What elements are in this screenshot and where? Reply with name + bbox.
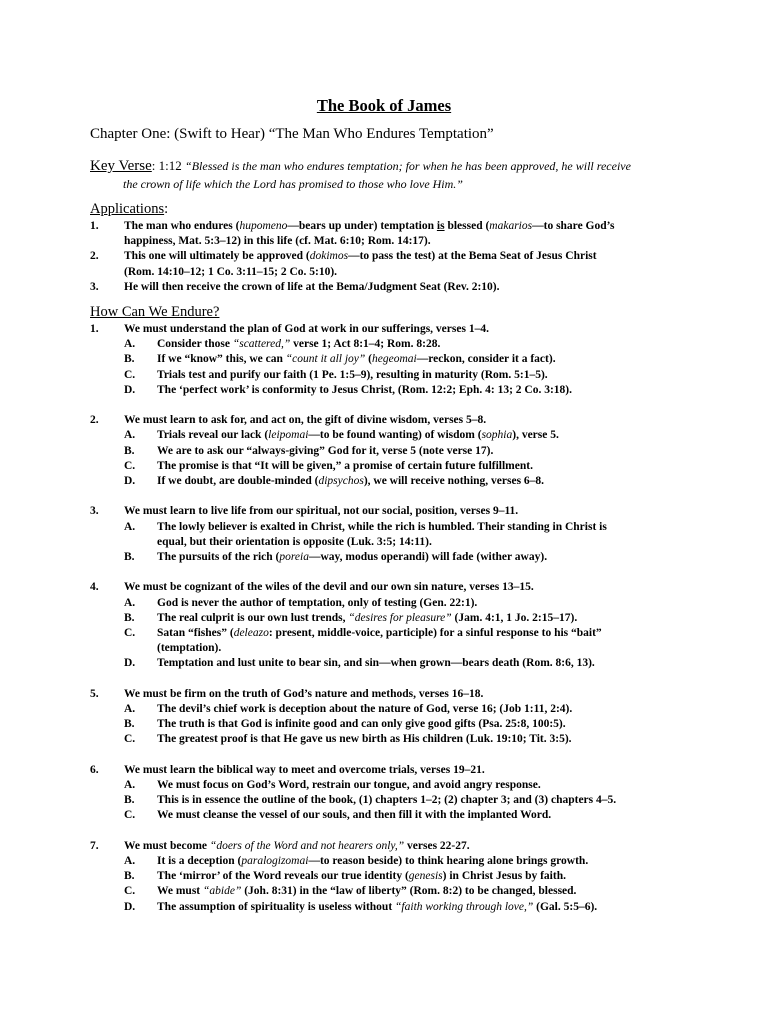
line-text: We must focus on God’s Word, restrain our tongue, and avoid angry response. — [157, 779, 541, 792]
sub-point — [90, 732, 690, 747]
line-text: We must be cognizant of the wiles of the devil and our own sin nature, verses 13–15. — [124, 581, 534, 594]
chapter-heading: Chapter One: (Swift to Hear) “The Man Who Endures Temptation” — [90, 126, 494, 142]
line-text: This one will ultimately be approved (dokimos—to pass the test) at the Bema Seat of Jesus Christ — [124, 250, 597, 263]
point-number: 5. — [90, 687, 99, 700]
sub-point — [90, 444, 690, 459]
sub-point-letter: B. — [124, 794, 135, 807]
line-text: (temptation). — [157, 642, 222, 655]
sub-point — [90, 474, 690, 489]
sub-point — [90, 717, 690, 732]
endure-point — [90, 504, 690, 565]
line-text: Satan “fishes” (deleazo: present, middle-voice, participle) for a sinful response to his “bait” — [157, 627, 602, 640]
sub-point — [90, 520, 690, 550]
sub-point — [90, 808, 690, 823]
line-text: He will then receive the crown of life at the Bema/Judgment Seat (Rev. 2:10). — [124, 280, 500, 293]
key-verse-text-line1: “Blessed is the man who endures temptation; for when he has been approved, he will receive — [185, 159, 631, 173]
endure-point — [90, 580, 690, 671]
sub-point-letter: A. — [124, 429, 136, 442]
sub-point-letter: B. — [124, 444, 135, 457]
application-item — [90, 280, 690, 295]
sub-point — [90, 793, 690, 808]
sub-point-letter: C. — [124, 459, 136, 472]
endure-point — [90, 839, 690, 915]
sub-point-letter: D. — [124, 475, 136, 488]
line-text: (Rom. 14:10–12; 1 Co. 3:11–15; 2 Co. 5:10). — [124, 265, 338, 278]
line-text: Trials test and purify our faith (1 Pe. 1:5–9), resulting in maturity (Rom. 5:1–5). — [157, 368, 548, 381]
line-text: We must “abide” (Joh. 8:31) in the “law of liberty” (Rom. 8:2) to be changed, blessed. — [157, 885, 577, 898]
key-verse-ref: : 1:12 — [151, 158, 186, 173]
endure-point — [90, 322, 690, 398]
sub-point-letter: C. — [124, 733, 136, 746]
sub-point — [90, 702, 690, 717]
sub-point — [90, 383, 690, 398]
sub-point-letter: C. — [124, 627, 136, 640]
sub-point-letter: B. — [124, 870, 135, 883]
endure-point — [90, 687, 690, 748]
sub-point-letter: C. — [124, 368, 136, 381]
sub-point — [90, 900, 690, 915]
key-verse-label: Key Verse — [90, 158, 152, 174]
line-text: Trials reveal our lack (leipomai—to be found wanting) of wisdom (sophia), verse 5. — [157, 429, 559, 442]
how-heading: How Can We Endure? — [90, 304, 220, 320]
line-text: The greatest proof is that He gave us new birth as His children (Luk. 19:10; Tit. 3:5). — [157, 733, 572, 746]
application-item — [90, 249, 690, 279]
sub-point — [90, 337, 690, 352]
sub-point-letter: C. — [124, 885, 136, 898]
key-verse-text-line2: the crown of life which the Lord has promised to those who love Him.” — [123, 177, 463, 191]
point-number: 4. — [90, 581, 99, 594]
line-text: Temptation and lust unite to bear sin, and sin—when grown—bears death (Rom. 8:6, 13). — [157, 657, 595, 670]
sub-point-letter: A. — [124, 855, 136, 868]
sub-point-letter: A. — [124, 520, 136, 533]
sub-point — [90, 550, 690, 565]
sub-point — [90, 459, 690, 474]
line-text: equal, but their orientation is opposite (Luk. 3:5; 14:11). — [157, 535, 432, 548]
line-text: We must be firm on the truth of God’s nature and methods, verses 16–18. — [124, 687, 484, 700]
sub-point-letter: D. — [124, 900, 136, 913]
applications-heading: Applications: — [90, 201, 169, 217]
line-text: We must cleanse the vessel of our souls, and then fill it with the implanted Word. — [157, 809, 552, 822]
line-text: If we “know” this, we can “count it all joy” (hegeomai—reckon, consider it a fact). — [157, 353, 556, 366]
sub-point — [90, 778, 690, 793]
line-text: We must become “doers of the Word and not hearers only,” verses 22-27. — [124, 839, 470, 852]
sub-point-letter: D. — [124, 383, 136, 396]
line-text: happiness, Mat. 5:3–12) in this life (cf. Mat. 6:10; Rom. 14:17). — [124, 235, 431, 248]
line-text: If we doubt, are double-minded (dipsychos), we will receive nothing, verses 6–8. — [157, 475, 545, 488]
sub-point-letter: B. — [124, 353, 135, 366]
sub-point — [90, 854, 690, 869]
sub-point — [90, 656, 690, 671]
sub-point — [90, 869, 690, 884]
line-text: The ‘perfect work’ is conformity to Jesus Christ, (Rom. 12:2; Eph. 4: 13; 2 Co. 3:18). — [157, 383, 573, 396]
sub-point-letter: A. — [124, 338, 136, 351]
line-text: The man who endures (hupomeno—bears up under) temptation is blessed (makarios—to share God’s — [124, 220, 615, 232]
point-number: 2. — [90, 414, 99, 427]
line-text: We are to ask our “always-giving” God for it, verse 5 (note verse 17). — [157, 444, 494, 457]
line-text: It is a deception (paralogizomai—to reason beside) to think hearing alone brings growth. — [157, 855, 589, 868]
line-text: Consider those “scattered,” verse 1; Act 8:1–4; Rom. 8:28. — [157, 338, 441, 351]
line-text: The lowly believer is exalted in Christ, while the rich is humbled. Their standing in Christ is — [157, 520, 607, 533]
endure-point — [90, 763, 690, 824]
point-number: 3. — [90, 505, 99, 518]
point-number: 7. — [90, 839, 99, 852]
line-text: God is never the author of temptation, only of testing (Gen. 22:1). — [157, 596, 478, 609]
line-text: We must learn to ask for, and act on, the gift of divine wisdom, verses 5–8. — [124, 414, 487, 427]
item-number: 3. — [90, 280, 99, 293]
line-text: The devil’s chief work is deception about the nature of God, verse 16; (Job 1:11, 2:4). — [157, 703, 573, 716]
key-verse — [90, 157, 680, 193]
sub-point — [90, 626, 690, 656]
sub-point-letter: B. — [124, 551, 135, 564]
line-text: This is in essence the outline of the book, (1) chapters 1–2; (2) chapter 3; and (3) chapters 4–5. — [157, 794, 617, 807]
line-text: We must understand the plan of God at work in our sufferings, verses 1–4. — [124, 323, 489, 335]
sub-point-letter: A. — [124, 703, 136, 716]
application-item — [90, 219, 690, 249]
sub-point — [90, 611, 690, 626]
line-text: The truth is that God is infinite good and can only give good gifts (Psa. 25:8, 100:5). — [157, 718, 566, 731]
point-number: 6. — [90, 763, 99, 776]
sub-point-letter: B. — [124, 611, 135, 624]
sub-point — [90, 352, 690, 367]
sub-point-letter: A. — [124, 596, 136, 609]
document-title: The Book of James — [316, 96, 452, 115]
applications-list — [90, 219, 690, 295]
sub-point-letter: C. — [124, 809, 136, 822]
sub-point — [90, 428, 690, 443]
line-text: The pursuits of the rich (poreia—way, modus operandi) will fade (wither away). — [157, 551, 548, 564]
endure-point — [90, 413, 690, 489]
line-text: The promise is that “It will be given,” a promise of certain future fulfillment. — [157, 459, 533, 472]
sub-point-letter: D. — [124, 657, 136, 670]
line-text: We must learn the biblical way to meet and overcome trials, verses 19–21. — [124, 763, 485, 776]
sub-point-letter: A. — [124, 779, 136, 792]
sub-point — [90, 368, 690, 383]
line-text: The assumption of spirituality is useless without “faith working through love,” (Gal. 5:5–6). — [157, 900, 598, 913]
endure-list — [90, 322, 690, 915]
sub-point — [90, 596, 690, 611]
line-text: The real culprit is our own lust trends, “desires for pleasure” (Jam. 4:1, 1 Jo. 2:15–17). — [157, 611, 578, 624]
sub-point-letter: B. — [124, 718, 135, 731]
item-number: 1. — [90, 220, 99, 232]
line-text: The ‘mirror’ of the Word reveals our true identity (genesis) in Christ Jesus by faith. — [157, 870, 566, 883]
item-number: 2. — [90, 250, 99, 263]
point-number: 1. — [90, 323, 99, 335]
line-text: We must learn to live life from our spiritual, not our social, position, verses 9–11. — [124, 505, 519, 518]
sub-point — [90, 884, 690, 899]
